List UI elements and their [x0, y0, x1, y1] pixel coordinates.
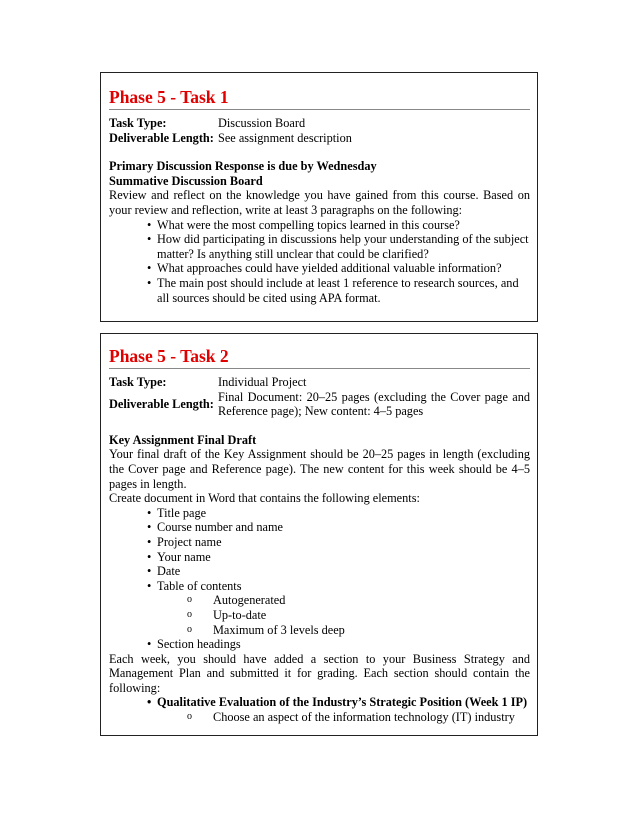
list-item: • The main post should include at least 1 reference to research sources, and all sources should be cited using APA format.: [109, 276, 530, 305]
list-item: • Course number and name: [109, 520, 530, 535]
list-item: o Choose an aspect of the information technology (IT) industry: [109, 710, 530, 725]
deliverable-length-value: Final Document: 20–25 pages (excluding the Cover page and Reference page); New content: 4–5 pages: [218, 389, 530, 419]
task-1-box: [100, 72, 538, 322]
week-sections-list: [109, 695, 530, 710]
task-type-value: Discussion Board: [218, 116, 306, 130]
task-1-bullet-list: [109, 218, 530, 306]
task-1-meta: [109, 116, 530, 145]
task-1-title: Phase 5 - Task 1: [109, 87, 530, 110]
week-1-sub-list: [109, 710, 530, 725]
list-item: o Autogenerated: [109, 593, 530, 608]
task-1-intro: Review and reflect on the knowledge you have gained from this course. Based on your review and reflection, write at least 3 paragraphs on the following:: [109, 188, 530, 217]
task-type-value: Individual Project: [218, 375, 307, 389]
key-assignment-heading: Key Assignment Final Draft: [109, 432, 257, 447]
task-2-meta: [109, 375, 530, 419]
summative-heading: Summative Discussion Board: [109, 173, 263, 188]
task-2-box: [100, 333, 538, 736]
list-item: • Your name: [109, 550, 530, 565]
list-item: • Section headings: [109, 637, 530, 652]
list-item: • Qualitative Evaluation of the Industry’s Strategic Position (Week 1 IP): [109, 695, 530, 710]
task-type-label: Task Type:: [109, 116, 167, 130]
list-item: • What were the most compelling topics learned in this course?: [109, 218, 530, 233]
list-item: • Date: [109, 564, 530, 579]
deliverable-length-label: Deliverable Length:: [109, 396, 214, 411]
list-item: • Title page: [109, 506, 530, 521]
section-headings-list: [109, 637, 530, 652]
list-item: • What approaches could have yielded additional valuable information?: [109, 261, 530, 276]
toc-sub-list: [109, 593, 530, 637]
elements-list: [109, 506, 530, 594]
list-item: • Table of contents: [109, 579, 530, 594]
list-item: o Up-to-date: [109, 608, 530, 623]
list-item: • Project name: [109, 535, 530, 550]
due-heading: Primary Discussion Response is due by Wednesday: [109, 159, 377, 174]
task-2-para-2: Create document in Word that contains the following elements:: [109, 491, 420, 506]
task-2-para-1: Your final draft of the Key Assignment should be 20–25 pages in length (excluding the Cover page and Reference page). The new content for this week should be 4–5 pages in length.: [109, 447, 530, 491]
deliverable-length-value: See assignment description: [218, 130, 352, 145]
task-2-para-3: Each week, you should have added a section to your Business Strategy and Management Plan and submitted it for grading. Each section should contain the following:: [109, 651, 530, 695]
deliverable-length-label: Deliverable Length:: [109, 130, 214, 145]
task-type-label: Task Type:: [109, 375, 167, 389]
task-2-title: Phase 5 - Task 2: [109, 346, 530, 369]
list-item: • How did participating in discussions help your understanding of the subject matter? Is anything still unclear that could be clarified?: [109, 232, 530, 261]
list-item: o Maximum of 3 levels deep: [109, 623, 530, 638]
